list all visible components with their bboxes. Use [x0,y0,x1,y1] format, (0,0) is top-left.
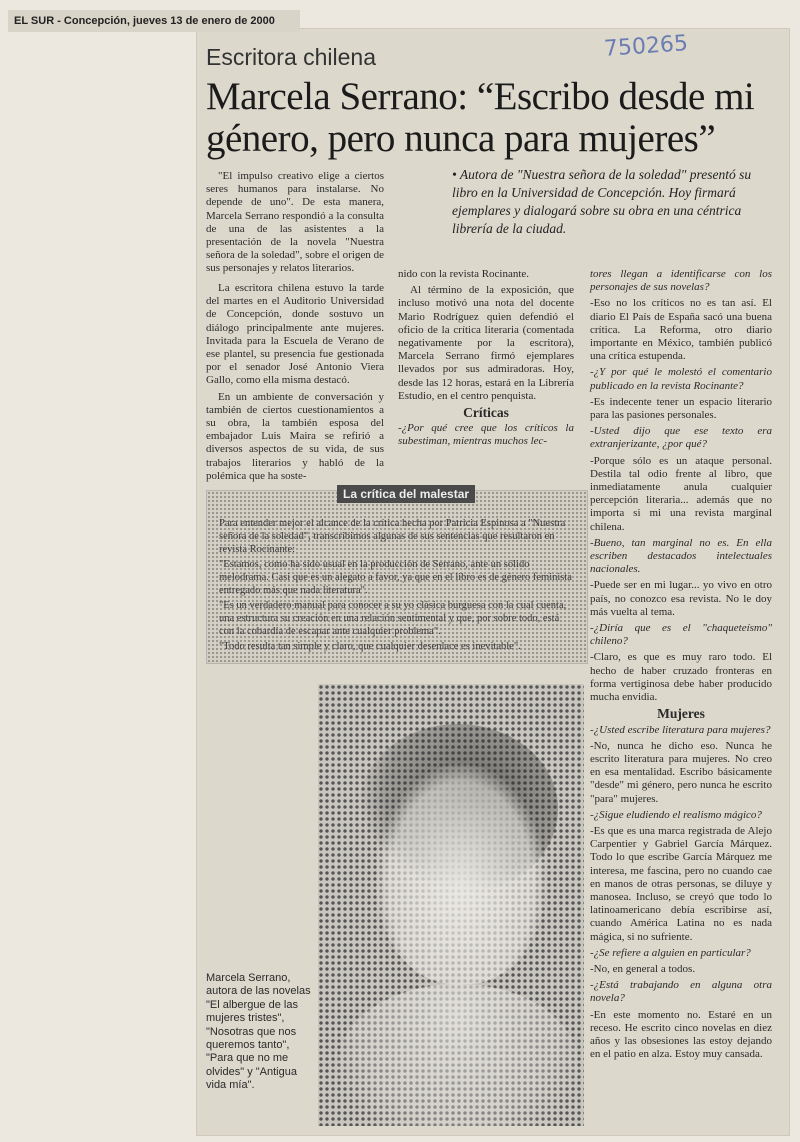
section-heading-criticas: Críticas [463,405,509,421]
list-item: "Todo resulta tan simple y claro, que cualquier desenlace es inevitable". [219,641,521,652]
answer: -Puede ser en mi lugar... yo vivo en otro país, no conozco esa revista. No le doy más vuelta al tema. [590,579,772,618]
column-1-intro [206,170,384,279]
paragraph: nido con la revista Rocinante. [398,268,530,280]
column-2 [398,268,574,452]
answer: -Es indecente tener un espacio literario para las pasiones personales. [590,395,772,422]
question: -Bueno, tan marginal no es. En ella escriben destacados intelectuales nacionales. [590,536,772,576]
list-item: "Estamos, como ha sido usual en la producción de Serrano, ante un sólido melodrama. Casi que es un alegato a favor, ya que en el libro es de género feminista entregado más que nada literatura". [219,559,572,596]
photo-body-shape [338,984,578,1126]
lead-paragraph: • Autora de "Nuestra señora de la soledad" presentó su libro en la Universidad de Concepción. Hoy firmará ejemplares y dialogará sobre su obra en una céntrica librería de la ciudad. [452,167,752,236]
question: -¿Por qué cree que los críticos la subestiman, mientras muchos lec- [398,422,574,448]
answer: -Porque sólo es un ataque personal. Destila tal odio frente al libro, que inmediatamente anula cualquier percepción literaria... además que no importa si mi una revista marginal chilena. [590,454,772,533]
column-1 [206,282,384,486]
section-heading-mujeres: Mujeres [657,706,705,722]
question: -Usted dijo que ese texto era extranjerizante, ¿por qué? [590,425,772,451]
column-3 [590,268,772,1064]
sidebar-box-list [219,517,577,653]
photo-face-shape [376,764,546,984]
answer: -Eso no los críticos no es tan así. El diario El País de España sacó una buena crítica. La Reforma, otro diario importante en México, también publicó una crítica estupenda. [590,297,772,363]
answer: -No, en general a todos. [590,962,696,975]
list-item: Para entender mejor el alcance de la crítica hecha por Patricia Espinosa a "Nuestra señora de la soledad", transcribimos algunas de sus sentencias que resultaron en revista Rocinante: [219,518,566,555]
headline: Marcela Serrano: “Escribo desde mi género, pero nunca para mujeres” [206,75,755,160]
question: -¿Está trabajando en alguna otra novela? [590,979,772,1005]
paragraph: La escritora chilena estuvo la tarde del martes en el Auditorio Universidad de Concepción, donde sostuvo un diálogo principalmente ante mujeres. Invitada para la Escuela de Verano de ese plantel, su presencia fue gestionada por el senador José Antonio Viera Gallo, como ella misma destacó. [206,282,384,387]
dateline: EL SUR - Concepción, jueves 13 de enero de 2000 [8,10,300,32]
sidebar-box [206,487,588,664]
question: -¿Usted escribe literatura para mujeres? [590,723,771,736]
sidebar-box-title: La crítica del malestar [337,485,475,503]
question: -¿Diría que es el "chaqueteísmo" chileno? [590,622,772,648]
answer: -Es que es una marca registrada de Alejo Carpentier y Gabriel García Márquez. Todo lo que escribe García Márquez me interesa, me fascina, pero no cuando cae en manos de otras personas, se diluye y manosea. Incluso, se creyó que todo lo latinoamericano debía escribirse así, cuando América Latina no es nada mágica, si no sufriente. [590,824,772,943]
paragraph: En un ambiente de conversación y también de ciertos cuestionamientos a su obra, la también esposa del embajador Luis Maira se refirió a diversos aspectos de su vida, de sus trabajos literarios y habló de la polémica que ha soste- [206,390,384,482]
answer: -Claro, es que es muy raro todo. El hecho de haber cruzado fronteras en forma vertiginosa debe haber producido mucha envidia. [590,651,772,704]
photo-caption: Marcela Serrano, autora de las novelas "El albergue de las mujeres tristes", "Nosotras que nos queremos tanto", "Para que no me olvides" y "Antigua vida mía". [206,972,311,1092]
archive-number: 750265 [603,31,689,62]
question: -¿Sigue eludiendo el realismo mágico? [590,808,762,821]
list-item: "Es un verdadero manual para conocer a su yo clásica burguesa con la cual cuenta, una estructura su creación en una relación sentimental y que, por sobre todo, está con la cobardía de escapar ante cualquier problema". [219,600,567,637]
answer: -En este momento no. Estaré en un receso. He escrito cinco novelas en diez años y las obsesiones las estoy dejando en el patio en alza. Estoy muy cansada. [590,1008,772,1061]
kicker: Escritora chilena [206,44,377,70]
question: tores llegan a identificarse con los personajes de sus novelas? [590,268,772,294]
question: -¿Se refiere a alguien en particular? [590,946,751,959]
answer: -No, nunca he dicho eso. Nunca he escrito literatura para mujeres. No creo en esa mentalidad. Escribo básicamente "desde" mi género, pero nunca he escrito "para" mujeres. [590,739,772,805]
paragraph: "El impulso creativo elige a ciertos seres humanos para instalarse. No depende de uno". De esta manera, Marcela Serrano respondió a la consulta de una de las asistentes a la presentación de la novela "Nuestra señora de la soledad", sobre el origen de sus personajes y relatos literarios. [206,170,384,275]
question: -¿Y por qué le molestó el comentario publicado en la revista Rocinante? [590,366,772,392]
author-photo [318,684,584,1126]
paragraph: Al término de la exposición, que incluso motivó una nota del docente Mario Rodríguez quien defendió el oficio de la crítica literaria (comentada negativamente por la escritora), Marcela Serrano firmó ejemplares llevados por sus admiradoras. Hoy, desde las 12 horas, estará en la Librería Estudio, en el centro penquista. [398,284,574,402]
